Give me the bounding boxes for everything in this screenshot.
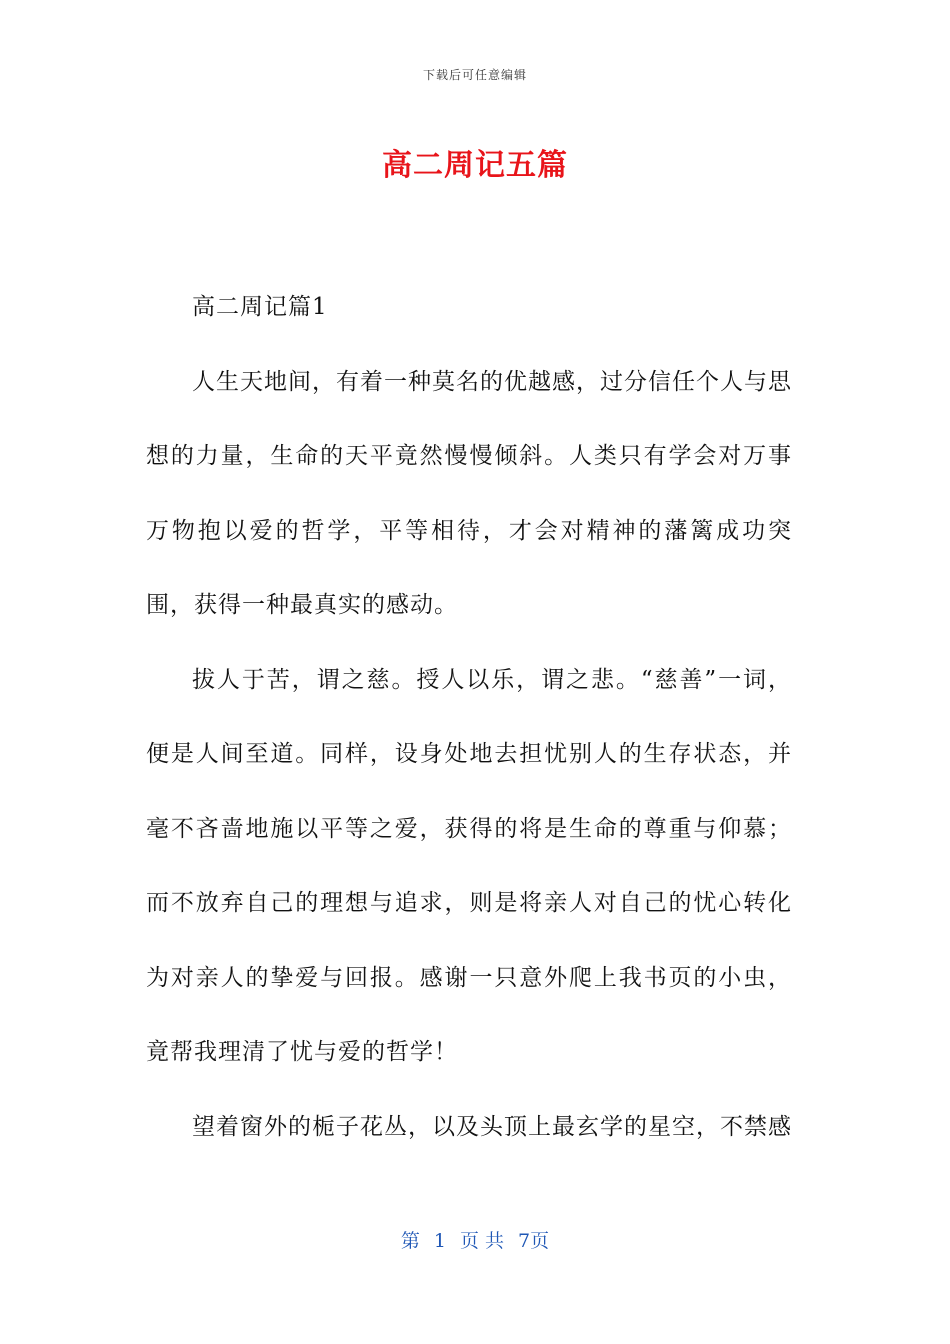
paragraph-3: 望着窗外的栀子花丛，以及头顶上最玄学的星空，不禁感 xyxy=(192,1113,792,1140)
document-title: 高二周记五篇 xyxy=(382,148,568,183)
document-body xyxy=(146,270,792,1164)
page-footer xyxy=(0,1226,950,1253)
section-heading: 高二周记篇1 xyxy=(192,294,328,320)
footer-prefix: 第 xyxy=(400,1230,420,1252)
header-note: 下载后可任意编辑 xyxy=(422,68,527,82)
paragraph-2: 拔人于苦，谓之慈。授人以乐，谓之悲。“慈善”一词，便是人间至道。同样，设身处地去担忧别人的生存状态，并毫不吝啬地施以平等之爱，获得的将是生命的尊重与仰慕；而不放弃自己的理想与追求，则是将亲人对自己的忧心转化为对亲人的挚爱与回报。感谢一只意外爬上我书页的小虫，竟帮我理清了忧与爱的哲学！ xyxy=(146,666,792,1065)
footer-total-pages: 7页 xyxy=(518,1230,550,1252)
footer-middle: 页 共 xyxy=(459,1230,505,1252)
paragraph-1: 人生天地间，有着一种莫名的优越感，过分信任个人与思想的力量，生命的天平竟然慢慢倾斜。人类只有学会对万事万物抱以爱的哲学，平等相待，才会对精神的藩篱成功突围，获得一种最真实的感动。 xyxy=(146,368,792,618)
footer-current-page: 1 xyxy=(433,1230,446,1252)
